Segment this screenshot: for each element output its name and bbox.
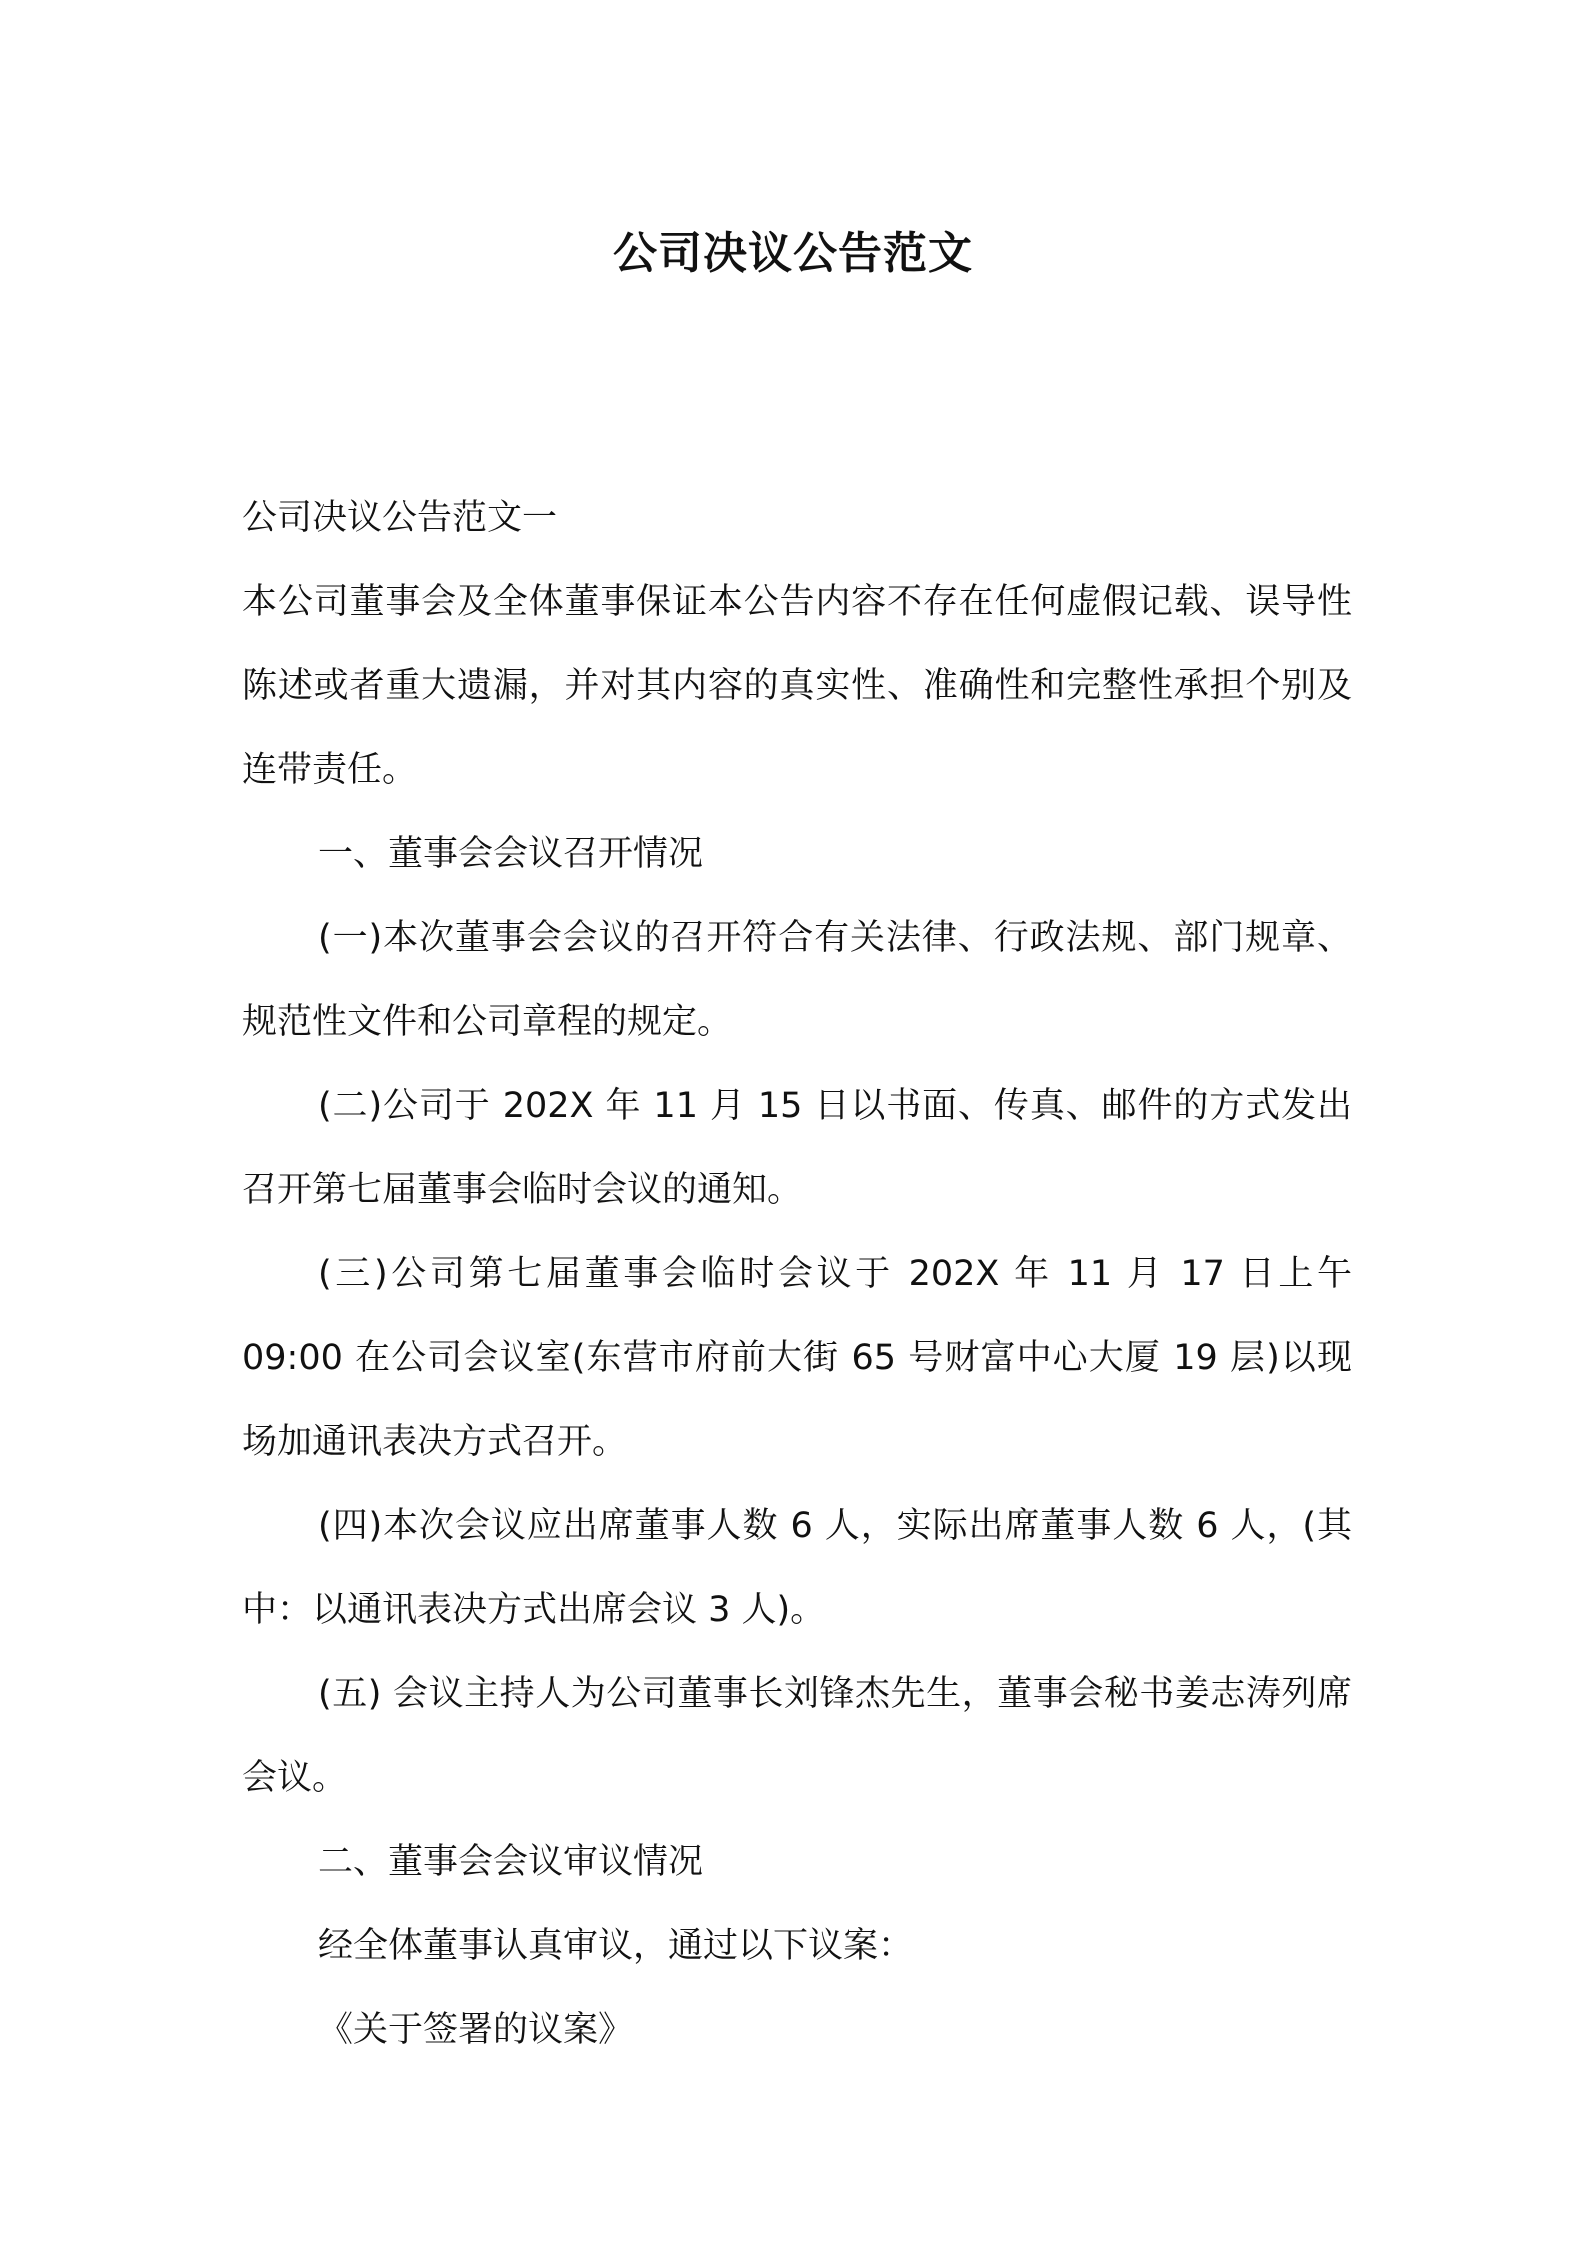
document-title: 公司决议公告范文 [613,228,973,279]
document-body [242,476,1352,2072]
disclaimer-paragraph: 本公司董事会及全体董事保证本公告内容不存在任何虚假记载、误导性陈述或者重大遗漏，并对其内容的真实性、准确性和完整性承担个别及连带责任。 [242,582,1352,790]
body-paragraph: (五) 会议主持人为公司董事长刘锋杰先生，董事会秘书姜志涛列席会议。 [242,1674,1352,1798]
body-paragraph: (二)公司于 202X 年 11 月 15 日以书面、传真、邮件的方式发出召开第七届董事会临时会议的通知。 [242,1086,1352,1210]
body-paragraph: (一)本次董事会会议的召开符合有关法律、行政法规、部门规章、规范性文件和公司章程的规定。 [242,918,1352,1042]
body-paragraph: (四)本次会议应出席董事人数 6 人，实际出席董事人数 6 人，(其中：以通讯表决方式出席会议 3 人)。 [242,1506,1352,1630]
section-heading: 公司决议公告范文一 [242,498,558,538]
motion-title: 《关于签署的议案》 [318,2010,634,2050]
body-paragraph: (三)公司第七届董事会临时会议于 202X 年 11 月 17 日上午 09:00 在公司会议室(东营市府前大街 65 号财富中心大厦 19 层)以现场加通讯表决方式召开。 [242,1254,1352,1462]
section-heading: 二、董事会会议审议情况 [318,1842,704,1882]
section-heading: 一、董事会会议召开情况 [318,834,704,874]
body-paragraph: 经全体董事认真审议，通过以下议案： [318,1926,914,1966]
